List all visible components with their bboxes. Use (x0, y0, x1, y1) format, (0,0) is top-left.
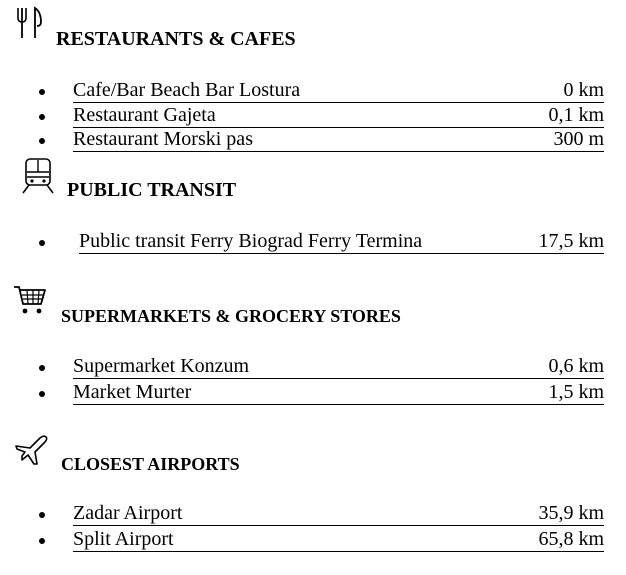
list-item (0, 502, 626, 528)
place-distance: 35,9 km (538, 502, 604, 524)
list-item (0, 79, 626, 105)
section-title-restaurants: RESTAURANTS & CAFES (56, 28, 296, 50)
place-distance: 300 m (553, 128, 604, 150)
place-name: Market Murter (73, 381, 192, 403)
bullet (39, 114, 45, 120)
list-item (0, 230, 626, 256)
bullet (39, 538, 45, 544)
place-distance: 65,8 km (538, 528, 604, 550)
bullet (39, 391, 45, 397)
place-distance: 0,1 km (548, 104, 604, 126)
list-item (0, 128, 626, 154)
section-title-transit: PUBLIC TRANSIT (67, 179, 237, 201)
place-distance: 17,5 km (538, 230, 604, 252)
bullet (39, 240, 45, 246)
list-item (0, 355, 626, 381)
section-title-airports: CLOSEST AIRPORTS (61, 454, 240, 474)
list-item (0, 528, 626, 554)
shopping-cart-icon (13, 284, 47, 316)
place-name: Restaurant Gajeta (73, 104, 216, 126)
section-title-supermarkets: SUPERMARKETS & GROCERY STORES (61, 306, 401, 326)
place-name: Zadar Airport (73, 502, 183, 524)
place-name: Cafe/Bar Beach Bar Lostura (73, 79, 301, 101)
place-name: Split Airport (73, 528, 174, 550)
place-name: Supermarket Konzum (73, 355, 250, 377)
place-distance: 0 km (563, 79, 604, 101)
airplane-icon (14, 434, 50, 466)
bullet (39, 138, 45, 144)
fork-knife-icon (14, 6, 44, 40)
bullet (39, 89, 45, 95)
place-name: Public transit Ferry Biograd Ferry Termina (79, 230, 423, 252)
place-name: Restaurant Morski pas (73, 128, 253, 150)
place-distance: 1,5 km (548, 381, 604, 403)
place-distance: 0,6 km (548, 355, 604, 377)
train-icon (20, 157, 56, 195)
bullet (39, 512, 45, 518)
bullet (39, 365, 45, 371)
list-item (0, 381, 626, 407)
